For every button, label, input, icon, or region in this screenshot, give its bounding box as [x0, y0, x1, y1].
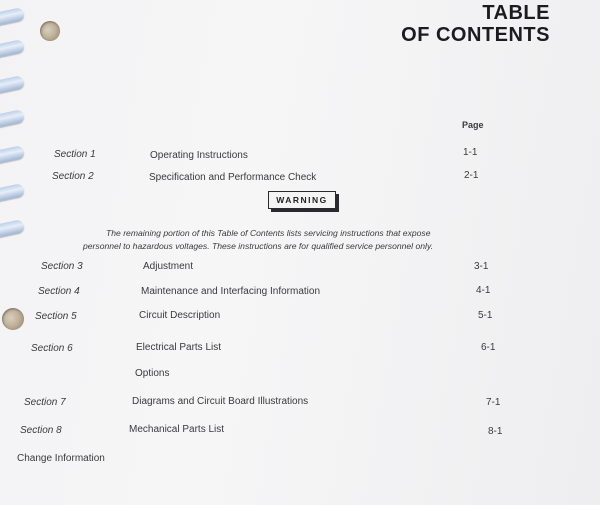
title-line-2: OF CONTENTS: [401, 24, 550, 46]
warning-badge: WARNING: [268, 191, 336, 209]
toc-page-number: 4-1: [476, 285, 491, 296]
page-column-header: Page: [462, 120, 484, 130]
toc-entry-title: Specification and Performance Check: [149, 172, 317, 183]
toc-section-label: Section 3: [41, 261, 83, 272]
toc-entry-title: Diagrams and Circuit Board Illustrations: [132, 396, 309, 407]
toc-section-label: Section 2: [52, 171, 94, 182]
toc-entry-title: Mechanical Parts List: [129, 424, 225, 435]
toc-page-number: 8-1: [488, 426, 503, 437]
toc-entry-title: Electrical Parts List: [136, 342, 222, 353]
title-line-1: TABLE: [482, 2, 550, 24]
page-title: [401, 2, 550, 46]
toc-page-number: 6-1: [481, 342, 496, 353]
toc-entry-title: Adjustment: [143, 261, 194, 272]
binding-coil: [0, 183, 25, 202]
toc-section-label: Section 5: [35, 311, 77, 322]
toc-section-label: Section 4: [38, 286, 80, 297]
binding-coil: [0, 219, 25, 238]
toc-section-label: Section 8: [20, 425, 62, 436]
binding-coil: [0, 39, 25, 58]
warning-text-line-2: personnel to hazardous voltages. These instructions are for qualified service personnel only.: [83, 241, 433, 251]
binding-coil: [0, 145, 25, 164]
toc-section-label: Section 1: [54, 149, 96, 160]
toc-page-number: 7-1: [486, 397, 501, 408]
warning-text-line-1: The remaining portion of this Table of Contents lists servicing instructions that expose: [106, 228, 431, 238]
toc-section-label: Section 6: [31, 343, 73, 354]
punch-hole: [40, 21, 60, 41]
toc-page-number: 3-1: [474, 261, 489, 272]
binding-coil: [0, 7, 25, 26]
toc-page-number: 2-1: [464, 170, 479, 181]
toc-section-label: Section 7: [24, 397, 66, 408]
change-information-label: Change Information: [17, 453, 105, 464]
binding-coil: [0, 109, 25, 128]
toc-entry-title: Operating Instructions: [150, 150, 248, 161]
toc-entry-title: Maintenance and Interfacing Information: [141, 286, 320, 297]
toc-page-number: 5-1: [478, 310, 493, 321]
binding-coil: [0, 75, 25, 94]
toc-entry-title: Options: [135, 368, 170, 379]
punch-hole: [2, 308, 24, 330]
toc-page-number: 1-1: [463, 147, 478, 158]
toc-entry-title: Circuit Description: [139, 310, 221, 321]
